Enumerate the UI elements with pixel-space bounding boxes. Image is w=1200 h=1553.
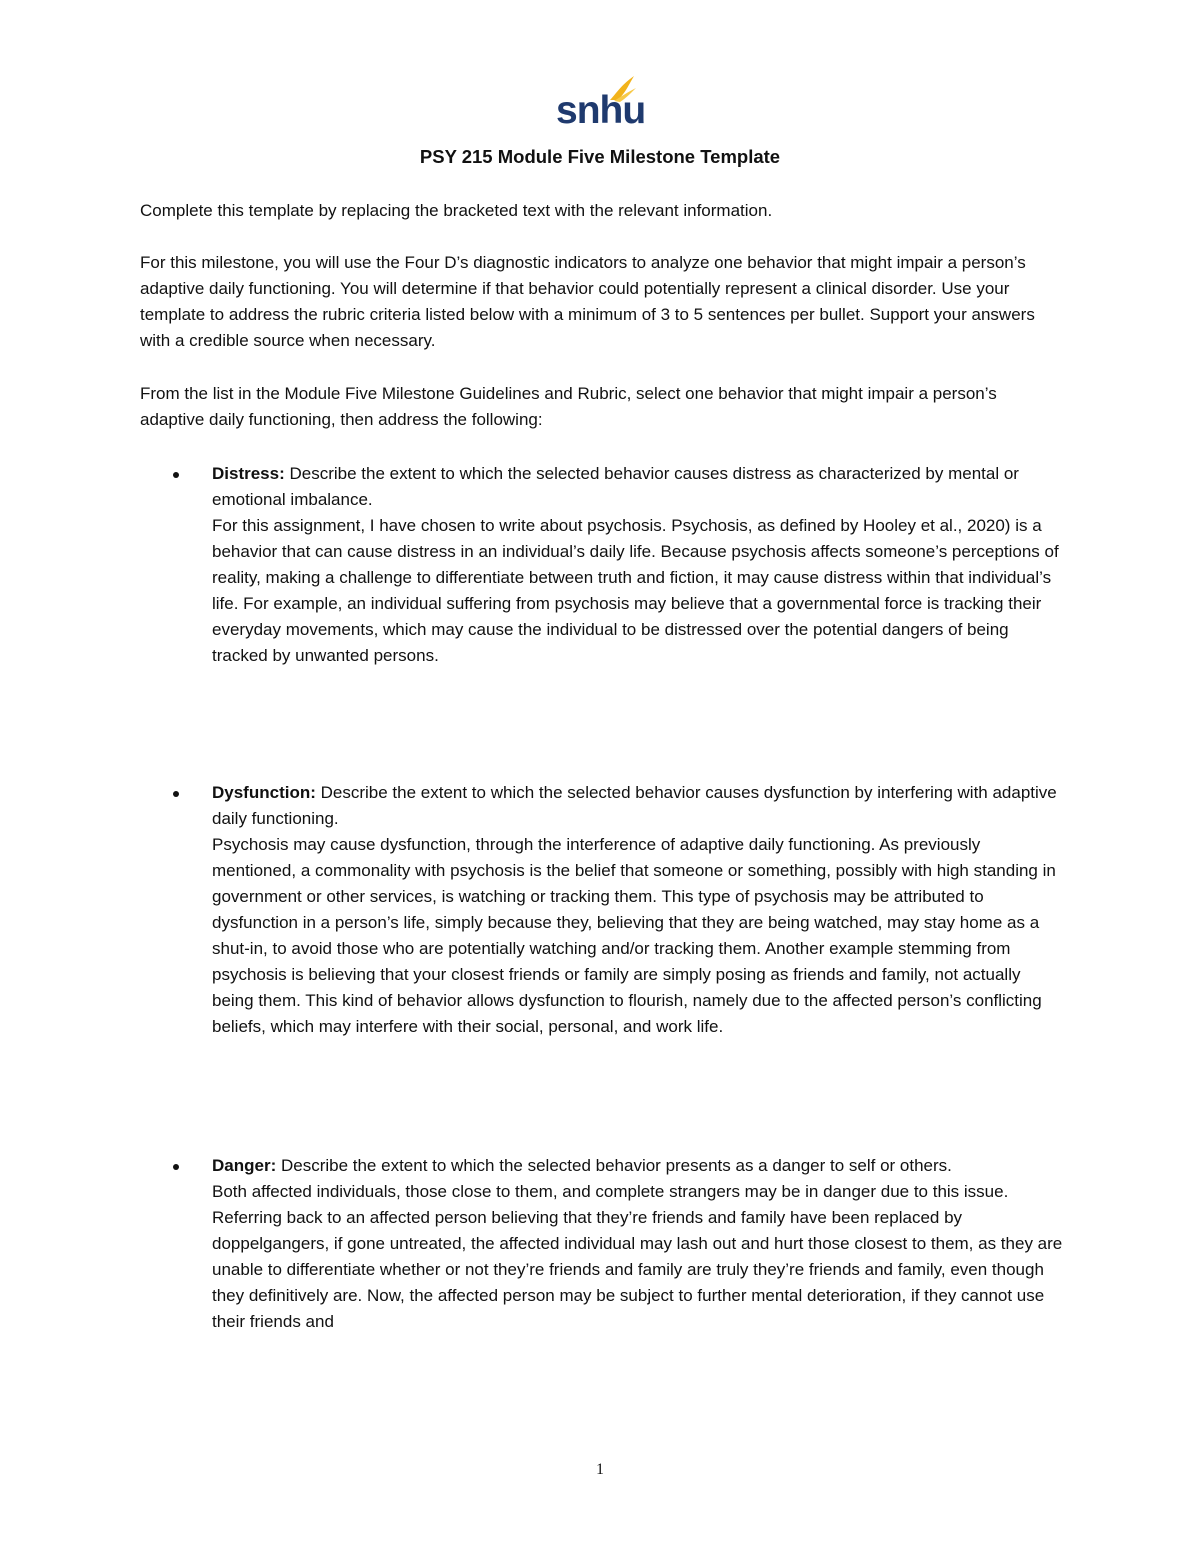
bullet-body — [212, 461, 1065, 669]
snhu-logo — [556, 74, 646, 134]
bullet-danger — [140, 1153, 1065, 1335]
intro-paragraph: For this milestone, you will use the Four D’s diagnostic indicators to analyze one behavior that might impair a person’s adaptive daily functioning. You will determine if that behavior could potentially represent a clinical disorder. Use your template to address the rubric criteria listed below with a minimum of 3 to 5 sentences per bullet. Support your answers with a credible source when necessary. — [140, 253, 1035, 350]
bullet-term: Dysfunction: — [212, 783, 316, 802]
bullet-body — [212, 780, 1065, 1040]
bullet-dysfunction — [140, 780, 1065, 1040]
bullet-prompt: Describe the extent to which the selected behavior causes distress as characterized by mental or emotional imbalance. — [212, 464, 1019, 509]
bullet-term: Danger: — [212, 1156, 277, 1175]
bullet-answer: Psychosis may cause dysfunction, through the interference of adaptive daily functioning. As previously mentioned, a commonality with psychosis is the belief that someone or something, possibly with high standing in government or other services, is watching or tracking them. This type of psychosis may be attributed to dysfunction in a person’s life, simply because they, believing that they are being watched, may stay home as a shut-in, to avoid those who are potentially watching and/or tracking them. Another example stemming from psychosis is believing that your closest friends or family are simply posing as friends and family, not actually being them. This kind of behavior allows dysfunction to flourish, namely due to the affected person’s conflicting beliefs, which may interfere with their social, personal, and work life. — [212, 835, 1056, 1036]
bullet-distress — [140, 461, 1065, 669]
bullet-prompt: Describe the extent to which the selected behavior causes dysfunction by interfering with adaptive daily functioning. — [212, 783, 1057, 828]
bullet-body — [212, 1153, 1065, 1335]
bullet-term: Distress: — [212, 464, 285, 483]
bullet-dot — [173, 791, 179, 797]
bullet-dot — [173, 472, 179, 478]
bullet-answer: Both affected individuals, those close to them, and complete strangers may be in danger due to this issue. Referring back to an affected person believing that they’re friends and family have been replaced by doppelgangers, if gone untreated, the affected individual may lash out and hurt those closest to them, as they are unable to differentiate whether or not they’re friends and family are truly they’re friends and family, even though they definitively are. Now, the affected person may be subject to further mental deterioration, if they cannot use their friends and — [212, 1182, 1063, 1331]
instruction-paragraph: Complete this template by replacing the bracketed text with the relevant information. — [140, 201, 773, 220]
lead-paragraph: From the list in the Module Five Milestone Guidelines and Rubric, select one behavior that might impair a person’s adaptive daily functioning, then address the following: — [140, 384, 997, 429]
bullet-answer: For this assignment, I have chosen to write about psychosis. Psychosis, as defined by Hooley et al., 2020) is a behavior that can cause distress in an individual’s daily life. Because psychosis affects someone’s perceptions of reality, making a challenge to differentiate between truth and fiction, it may cause distress within that individual’s life. For example, an individual suffering from psychosis may believe that a governmental force is tracking their everyday movements, which may cause the individual to be distressed over the potential dangers of being tracked by unwanted persons. — [212, 516, 1059, 665]
logo-wordmark: snhu — [556, 89, 646, 132]
document-title: PSY 215 Module Five Milestone Template — [419, 146, 781, 167]
page-number: 1 — [596, 1461, 604, 1478]
bullet-dot — [173, 1164, 179, 1170]
bullet-prompt: Describe the extent to which the selected behavior presents as a danger to self or others. — [276, 1156, 952, 1175]
